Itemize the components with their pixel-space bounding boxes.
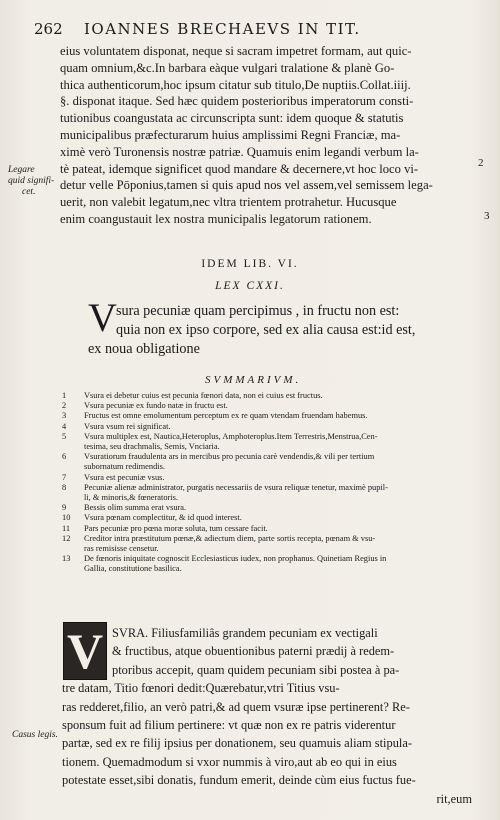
summary-list bbox=[62, 391, 472, 575]
lex-text-line: ex noua obligatione bbox=[88, 341, 200, 357]
running-head: IOANNES BRECHAEVS IN TIT. bbox=[84, 20, 361, 38]
summary-text: Bessis olim summa erat vsura. bbox=[84, 503, 187, 513]
summary-text: De fœnoris iniquitate cognoscit Ecclesiasticus iudex, non prophanus. Quinetiam Regius in bbox=[84, 554, 387, 564]
summary-text: Vsura vsum rei significat. bbox=[84, 421, 171, 431]
summary-item bbox=[62, 452, 472, 462]
main-text-line: eius voluntatem disponat, neque si sacram impetret formam, aut quic- bbox=[60, 44, 412, 58]
summary-text: Vsura ei debetur cuius est pecunia fœnori data, non ei cuius est fructus. bbox=[84, 391, 323, 400]
main-text-block bbox=[60, 43, 455, 228]
summary-item bbox=[62, 411, 472, 421]
summary-text: Gallia, constitutione basilica. bbox=[84, 564, 182, 574]
section-heading-idem: IDEM LIB. VI. bbox=[201, 258, 299, 270]
commentary-line: SVRA. Filiusfamiliâs grandem pecuniam ex vectigali bbox=[112, 626, 378, 640]
commentary-line: potestate esset,sibi donatis, fundum emerit, deinde cùm eius fuctus fue- bbox=[62, 773, 416, 788]
summary-text: Creditor intra præstitutum pœnæ,& adiectum diem, parte sortis recepta, pœnam & vsu- bbox=[84, 533, 376, 543]
summary-item bbox=[62, 544, 472, 554]
main-text-line: uerit, non valebit legatum,nec vltra trientem protrahetur. Hucusque bbox=[60, 195, 397, 210]
summary-number: 1 bbox=[62, 391, 67, 400]
summary-number: 4 bbox=[62, 421, 67, 431]
main-text-line: enim coangustauit lex nostra municipalis legatorum rationem. bbox=[60, 211, 372, 226]
summary-item bbox=[62, 422, 472, 432]
main-text-line: detur velle Pōponius,tamen si quis apud nos vel assem,vel semissem lega- bbox=[60, 178, 433, 193]
summary-number: 5 bbox=[62, 431, 67, 441]
commentary-line: tionem. Quemadmodum si vxor nummis à viro,aut ab eo qui in eius bbox=[62, 754, 397, 769]
summary-number: 9 bbox=[62, 503, 67, 513]
summary-item bbox=[62, 432, 472, 442]
summary-text: tesima, seu drachmalis, Semis, Vnciaria. bbox=[84, 442, 220, 452]
summary-item bbox=[62, 524, 472, 534]
page-header bbox=[34, 20, 474, 40]
main-text-line: ximè verò Turonensis nostræ patriæ. Quamuis enim legandi verbum la- bbox=[60, 144, 419, 159]
main-text-line: tè pateat, idemque significet quod mandare & decernere,vt hoc loco vi- bbox=[60, 161, 419, 176]
summary-text: Vsura est pecuniæ vsus. bbox=[84, 472, 165, 482]
summary-number: 7 bbox=[62, 472, 67, 482]
summary-item bbox=[62, 391, 472, 401]
commentary-text-block bbox=[62, 624, 472, 808]
summary-number: 6 bbox=[62, 452, 67, 462]
summary-text: Fructus est omne emolumentum perceptum ex re quam vtendam fruendam habemus. bbox=[84, 411, 368, 421]
summary-item bbox=[62, 534, 472, 544]
main-text-line: municipalibus præfecturarum huius amplissimi Regni Franciæ, ma- bbox=[60, 127, 401, 142]
main-text-line: tutionibus coangustata ac circunscripta sunt: idem quoque & statutis bbox=[60, 111, 404, 126]
summary-number: 8 bbox=[62, 482, 67, 492]
commentary-line: sponsum fuit ad filium pertinere: vt quæ non ex re patris viderentur bbox=[62, 718, 396, 733]
summary-item bbox=[62, 401, 472, 411]
margin-note-legare bbox=[8, 165, 54, 198]
margin-number-3: 3 bbox=[484, 210, 490, 222]
summary-item bbox=[62, 564, 472, 574]
summary-item bbox=[62, 503, 472, 513]
summary-item bbox=[62, 483, 472, 493]
summary-item bbox=[62, 442, 472, 452]
summary-text: Vsuratiorum fraudulenta ars in mercibus pro pecunia carè vendendis,& vili per tertium bbox=[84, 452, 375, 462]
margin-note-line: Legare bbox=[8, 165, 35, 175]
commentary-line: rit,eum bbox=[436, 791, 472, 806]
commentary-line: ptoribus accepit, quam quidem pecuniam sibi postea à pa- bbox=[112, 662, 400, 677]
summary-number: 3 bbox=[62, 411, 67, 421]
lex-text-line: sura pecuniæ quam percipimus , in fructu non est: bbox=[116, 303, 400, 319]
commentary-line: tre datam, Titio fœnori dedit:Quærebatur,vtri Titius vsu- bbox=[62, 681, 340, 696]
main-text-line: quam omnium,&c.In barbara eàque vulgari tralatione & planè Go- bbox=[60, 60, 395, 75]
decorated-initial-letter: V bbox=[66, 623, 104, 679]
summary-text: Pecuniæ alienæ administrator, purgatis necessariis de vsura reliquæ tenetur, maximè pupil- bbox=[84, 482, 388, 492]
margin-note-line: quid signifi- bbox=[8, 176, 55, 186]
section-heading-lex: LEX CXXI. bbox=[215, 280, 285, 292]
summary-number: 11 bbox=[62, 523, 71, 533]
commentary-line: ras redderet,filio, an verò patri,& ad quem vsuræ ipse pertinerent? Re- bbox=[62, 699, 410, 714]
summary-number: 13 bbox=[62, 554, 71, 564]
page-number: 262 bbox=[34, 20, 63, 38]
summary-number: 12 bbox=[62, 533, 71, 543]
summary-item bbox=[62, 554, 472, 564]
summary-text: Vsura pœnam complectitur, & id quod interest. bbox=[84, 513, 242, 523]
margin-note-line: cet. bbox=[22, 187, 36, 197]
margin-number-2: 2 bbox=[478, 157, 484, 169]
main-text-line: thica authenticorum,hoc ipsum citatur sub titulo,De nuptiis.Collat.iiij. bbox=[60, 77, 411, 92]
commentary-line: partæ, sed ex re filij ipsius per donationem, seu quamuis aliam stipula- bbox=[62, 736, 412, 751]
summary-item bbox=[62, 462, 472, 472]
main-text-line: §. disponat itaque. Sed hæc quidem posterioribus imperatorum consti- bbox=[60, 94, 414, 109]
summary-text: Pars pecuniæ pro pœna moræ soluta, tum cessare facit. bbox=[84, 523, 268, 533]
lex-text-block bbox=[88, 302, 458, 359]
summary-item bbox=[62, 473, 472, 483]
summary-text: Vsura multiplex est, Nautica,Heteroplus, Amphoteroplus.Item Terrestris,Menstrua,Cen- bbox=[84, 431, 378, 441]
summary-item bbox=[62, 513, 472, 523]
summary-text: ras remisisse censetur. bbox=[84, 544, 159, 554]
summary-text: subornatum redimendis. bbox=[84, 462, 165, 472]
summary-text: Vsura pecuniæ ex fundo natæ in fructu est. bbox=[84, 401, 228, 411]
summary-item bbox=[62, 493, 472, 503]
decorated-initial bbox=[63, 622, 107, 680]
summary-number: 10 bbox=[62, 513, 71, 523]
summarium-heading: SVMMARIVM. bbox=[205, 374, 302, 386]
margin-note-casus: Casus legis. bbox=[12, 730, 58, 740]
summary-number: 2 bbox=[62, 401, 67, 411]
summary-text: li, & minoris,& fœneratoris. bbox=[84, 493, 178, 503]
lex-initial-letter: V bbox=[88, 295, 117, 340]
commentary-line: & fructibus, atque obuentionibus paterni prædij à redem- bbox=[112, 644, 395, 659]
lex-text-line: quia non ex ipso corpore, sed ex alia causa est:id est, bbox=[116, 322, 416, 338]
